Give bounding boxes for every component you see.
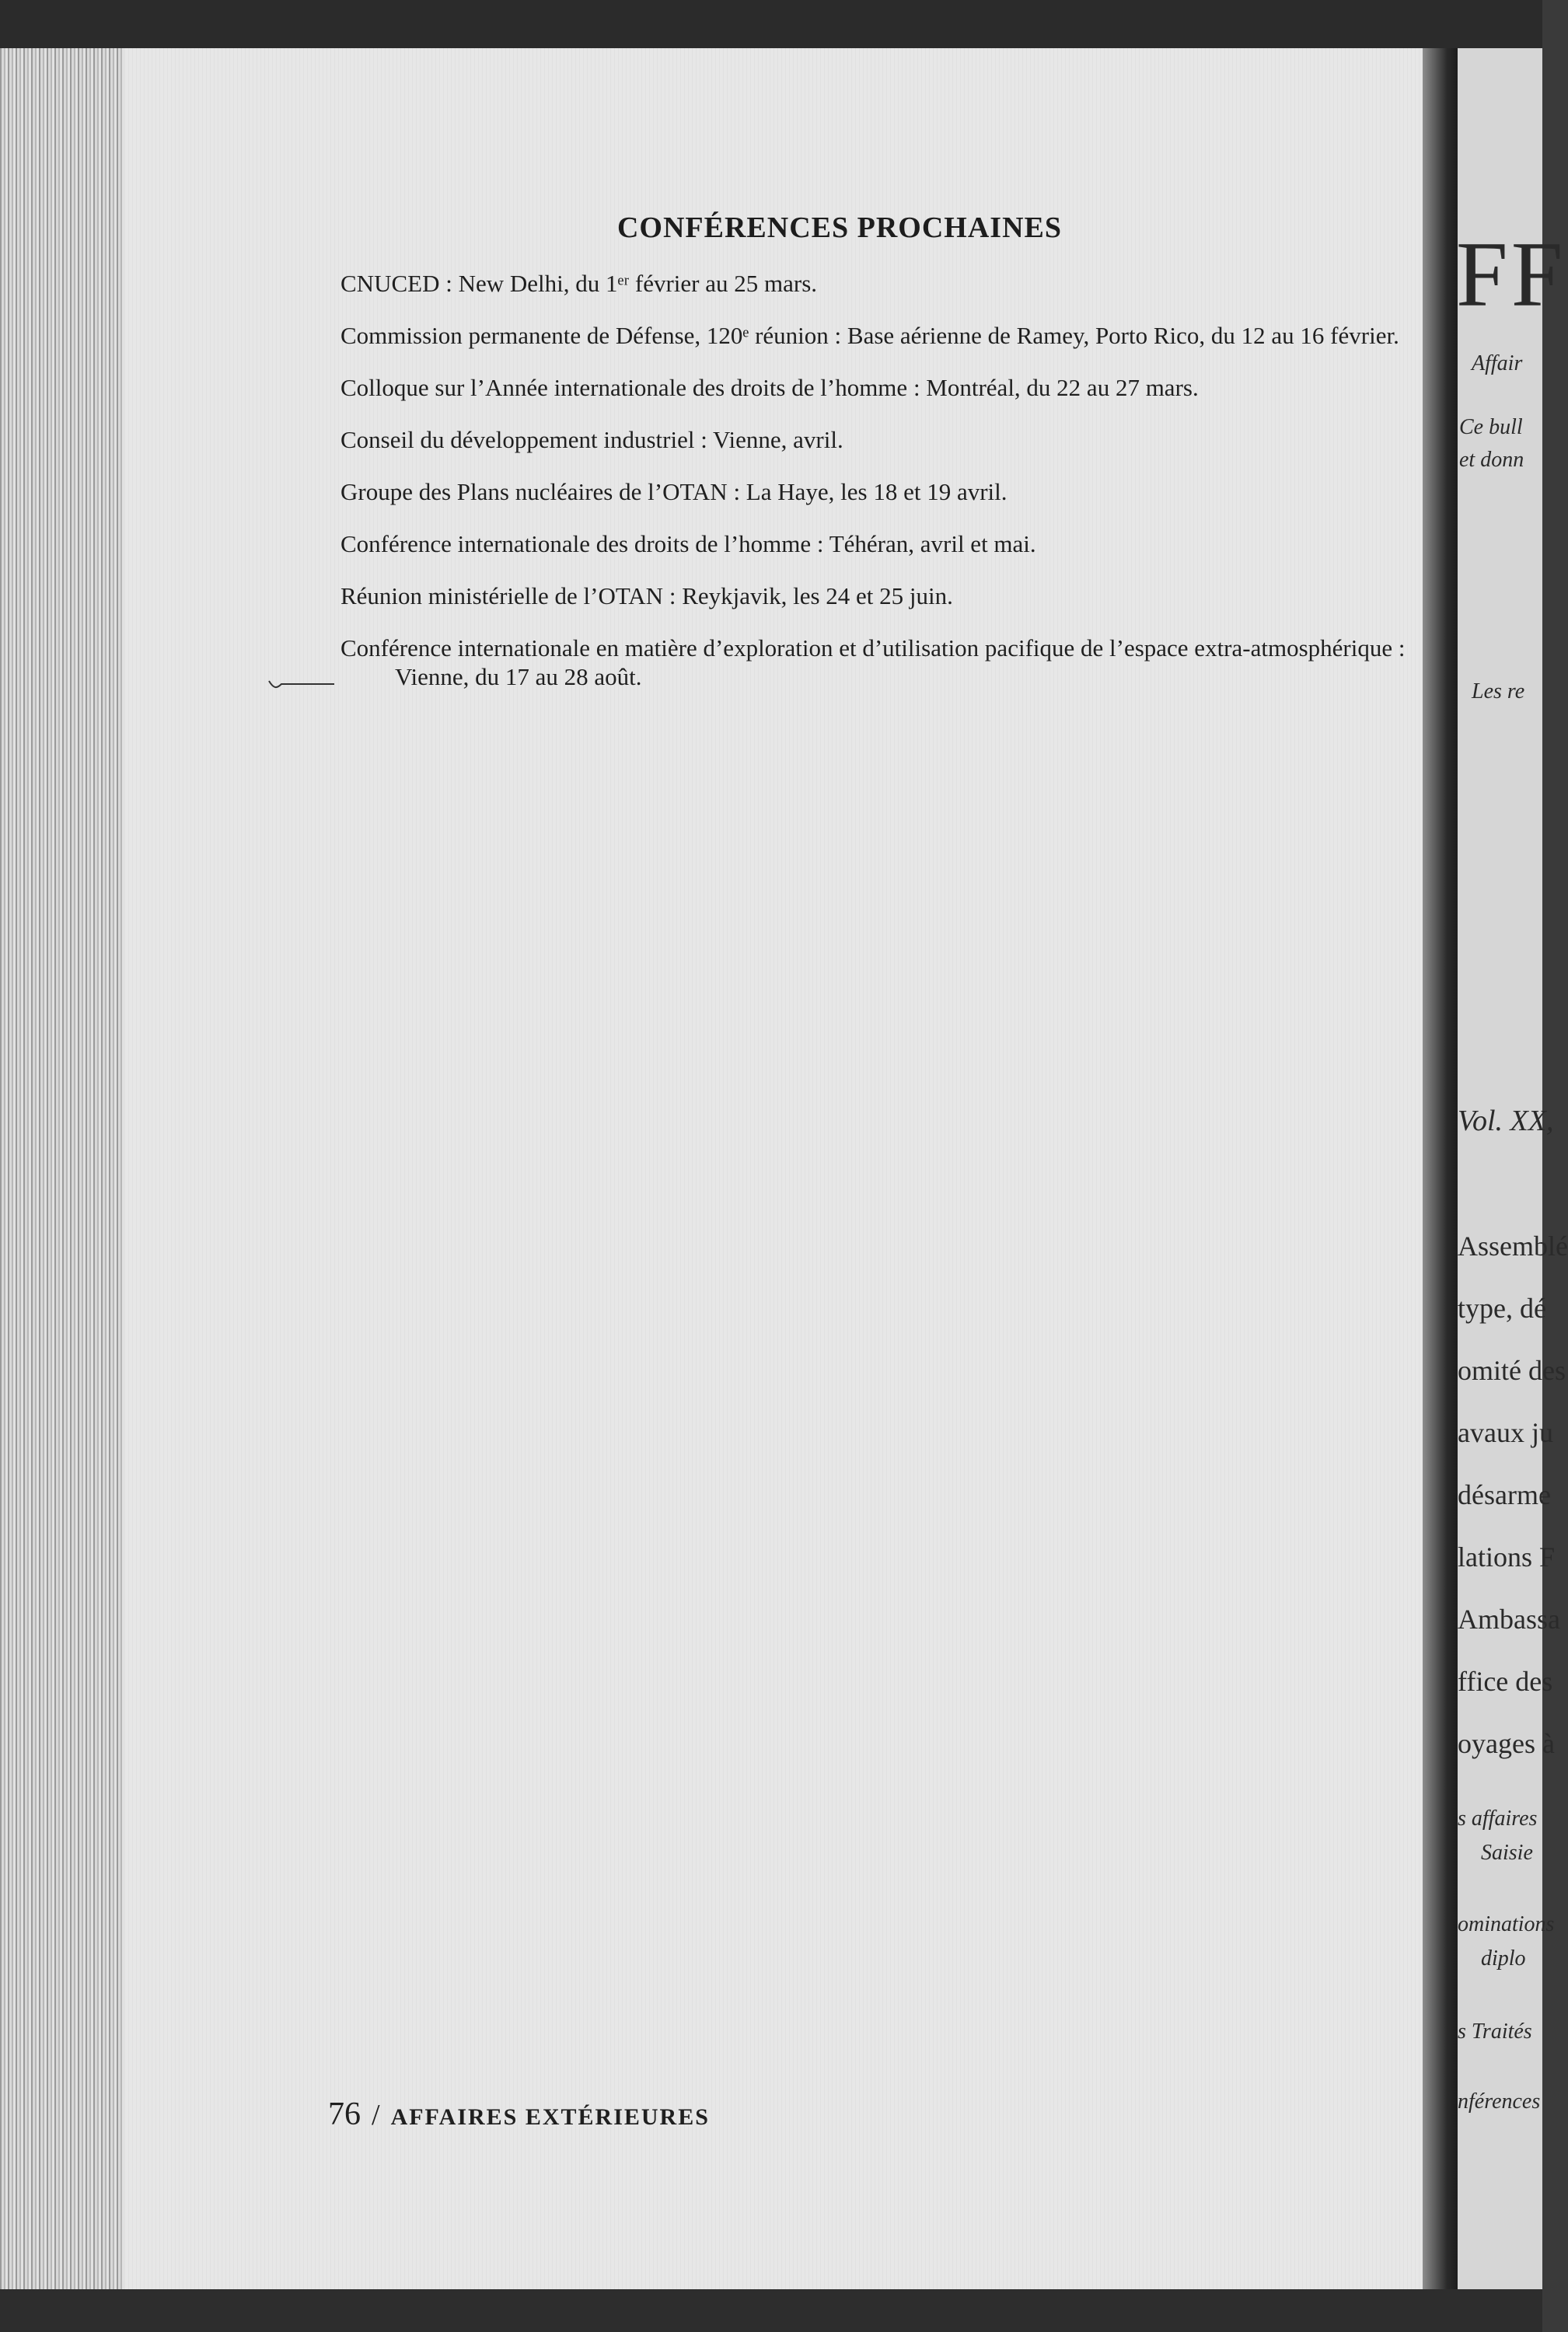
facing-page-line: ffice des: [1458, 1666, 1553, 1697]
facing-page-line: ominations: [1458, 1912, 1555, 1936]
list-item: [340, 321, 1421, 350]
entry-name: Conseil du développement industriel: [340, 426, 695, 453]
scan-edge-bottom: [0, 2289, 1542, 2332]
running-title: AFFAIRES EXTÉRIEURES: [390, 2104, 710, 2130]
entry-details: : La Haye, les 18 et 19 avril.: [727, 478, 1008, 505]
facing-page-line: Saisie: [1481, 1841, 1533, 1865]
page-fold-shadow: [1423, 48, 1458, 2291]
facing-page-line: Affair: [1472, 351, 1523, 375]
footer-separator: /: [372, 2099, 380, 2131]
list-item: [340, 373, 1421, 402]
facing-page-line: Vol. XX,: [1458, 1105, 1554, 1137]
scan-edge-top: [0, 0, 1542, 48]
facing-page-line: Ambassa: [1458, 1604, 1560, 1635]
facing-page-line: désarme: [1458, 1479, 1551, 1510]
facing-page-line: Ce bull: [1459, 415, 1523, 439]
facing-page-line: omité des: [1458, 1355, 1566, 1386]
facing-page-line: s affaires: [1458, 1807, 1538, 1831]
entry-details: : Reykjavik, les 24 et 25 juin.: [663, 582, 953, 609]
entry-name: Conférence internationale des droits de l’homme: [340, 530, 812, 557]
entry-details: : Montréal, du 22 au 27 mars.: [907, 374, 1199, 401]
facing-page-line: s Traités: [1458, 2020, 1532, 2044]
entry-name: CNUCED: [340, 270, 440, 297]
conference-list: [340, 269, 1421, 714]
entry-name: Réunion ministérielle de l’OTAN: [340, 582, 664, 609]
margin-pencil-mark: [266, 676, 336, 695]
entry-details: : Téhéran, avril et mai.: [811, 530, 1036, 557]
entry-details: : Vienne, du 17 au 28 août.: [395, 634, 1406, 690]
facing-page-line: nférences: [1458, 2089, 1541, 2114]
page-footer: [328, 2096, 710, 2133]
facing-page-line: et donn: [1459, 448, 1524, 472]
list-item: [340, 634, 1421, 691]
facing-page-line: diplo: [1481, 1946, 1526, 1971]
facing-page-line: oyages à: [1458, 1728, 1555, 1759]
facing-page-line: lations F: [1458, 1541, 1556, 1573]
list-item: [340, 529, 1421, 558]
entry-details: : New Delhi, du 1ᵉʳ février au 25 mars.: [439, 270, 818, 297]
facing-page-line: avaux ju: [1458, 1417, 1553, 1448]
facing-page: [1456, 48, 1568, 2291]
list-item: [340, 477, 1421, 506]
facing-page-line: type, dé: [1458, 1293, 1546, 1324]
entry-details: : Vienne, avril.: [694, 426, 843, 453]
entry-name: Colloque sur l’Année internationale des droits de l’homme: [340, 374, 908, 401]
page-number: 76: [328, 2096, 361, 2132]
list-item: [340, 581, 1421, 610]
list-item: [340, 269, 1421, 298]
book-gutter: [0, 48, 124, 2291]
entry-name: Groupe des Plans nucléaires de l’OTAN: [340, 478, 728, 505]
entry-name: Commission permanente de Défense, 120ᵉ réunion: [340, 322, 829, 349]
facing-page-heading: FF: [1456, 222, 1566, 326]
facing-page-line: Assemblé: [1458, 1231, 1568, 1262]
entry-details: : Base aérienne de Ramey, Porto Rico, du 12 au 16 février.: [828, 322, 1399, 349]
entry-name: Conférence internationale en matière d’exploration et d’utilisation pacifique de l’espace extra-atmosphérique: [340, 634, 1393, 662]
list-item: [340, 425, 1421, 454]
page-title: CONFÉRENCES PROCHAINES: [616, 211, 1063, 245]
facing-page-line: Les re: [1472, 679, 1525, 703]
